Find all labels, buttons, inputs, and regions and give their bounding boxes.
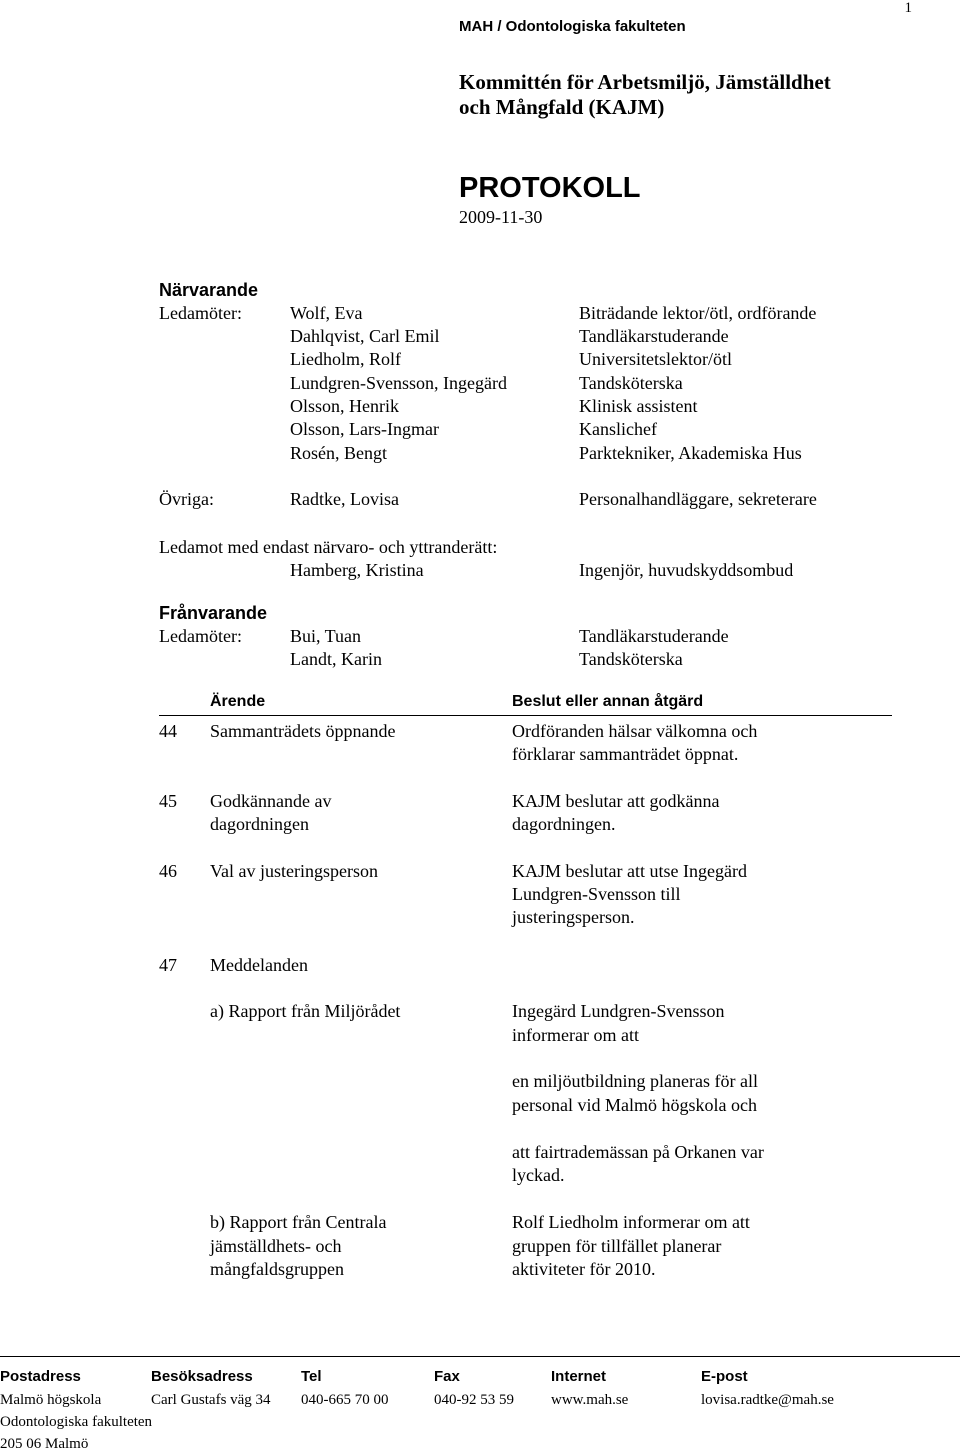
other-role: Personalhandläggare, sekreterare	[579, 489, 817, 509]
committee-title-line2: och Mångfald (KAJM)	[459, 95, 665, 119]
agenda-decision-line: Ordföranden hälsar välkomna och	[512, 721, 758, 741]
others-label: Övriga:	[159, 489, 214, 509]
footer-besoksadress: Carl Gustafs väg 34	[151, 1392, 271, 1408]
agenda-subitem-title: a) Rapport från Miljörådet	[210, 1001, 401, 1021]
agenda-decision-line: gruppen för tillfället planerar	[512, 1236, 722, 1256]
agenda-decision-line: Lundgren-Svensson till	[512, 884, 681, 904]
agenda-item-title: Val av justeringsperson	[210, 861, 378, 881]
agenda-item-title: Godkännande av	[210, 791, 332, 811]
absent-name: Bui, Tuan	[290, 626, 362, 646]
agenda-col-item: Ärende	[210, 693, 266, 710]
agenda-header	[159, 691, 892, 716]
agenda-decision-line: dagordningen.	[512, 814, 616, 834]
members-label: Ledamöter:	[159, 303, 242, 323]
member-name: Olsson, Henrik	[290, 396, 399, 416]
footer-postadress-heading: Postadress	[0, 1368, 81, 1385]
agenda-decision-line: KAJM beslutar att godkänna	[512, 791, 720, 811]
agenda-item-number: 47	[159, 955, 177, 975]
present-heading: Närvarande	[159, 280, 259, 300]
member-name: Lundgren-Svensson, Ingegärd	[290, 373, 507, 393]
member-row	[0, 302, 960, 325]
footer-postadress-line: Malmö högskola	[0, 1392, 102, 1408]
committee-title	[459, 70, 939, 120]
document-date: 2009-11-30	[459, 207, 543, 227]
member-row	[0, 418, 960, 441]
member-role: Kanslichef	[579, 419, 657, 439]
footer-email-link[interactable]: lovisa.radtke@mah.se	[701, 1392, 834, 1408]
agenda-subitem-title: b) Rapport från Centrala	[210, 1212, 387, 1232]
footer-divider	[0, 1356, 960, 1357]
limited-role: Ingenjör, huvudskyddsombud	[579, 560, 794, 580]
footer-tel: 040-665 70 00	[301, 1392, 389, 1408]
member-role: Tandsköterska	[579, 373, 683, 393]
member-row	[0, 442, 960, 465]
member-role: Tandläkarstuderande	[579, 326, 729, 346]
agenda-decision-line: KAJM beslutar att utse Ingegärd	[512, 861, 747, 881]
agenda-item-title: Sammanträdets öppnande	[210, 721, 396, 741]
member-role: Klinisk assistent	[579, 396, 698, 416]
agenda-item-number: 46	[159, 861, 177, 881]
member-role: Parktekniker, Akademiska Hus	[579, 443, 802, 463]
footer-tel-heading: Tel	[301, 1368, 322, 1385]
member-row	[0, 348, 960, 371]
member-row	[0, 325, 960, 348]
limited-label: Ledamot med endast närvaro- och yttranderätt:	[159, 537, 498, 557]
agenda-decision-line: lyckad.	[512, 1165, 565, 1185]
member-row	[0, 395, 960, 418]
agenda-subitem-title: jämställdhets- och	[210, 1236, 342, 1256]
footer-fax-heading: Fax	[434, 1368, 460, 1385]
agenda-decision-line: en miljöutbildning planeras för all	[512, 1071, 758, 1091]
limited-name: Hamberg, Kristina	[290, 560, 424, 580]
footer-besoksadress-heading: Besöksadress	[151, 1368, 253, 1385]
member-role: Biträdande lektor/ötl, ordförande	[579, 303, 817, 323]
absent-name: Landt, Karin	[290, 649, 382, 669]
page-number: 1	[904, 0, 912, 16]
agenda-decision-line: informerar om att	[512, 1025, 639, 1045]
member-name: Olsson, Lars-Ingmar	[290, 419, 439, 439]
other-row	[0, 488, 960, 511]
limited-row	[0, 559, 960, 582]
footer-fax: 040-92 53 59	[434, 1392, 514, 1408]
footer-postadress-line: 205 06 Malmö	[0, 1436, 89, 1452]
footer-postadress-line: Odontologiska fakulteten	[0, 1414, 153, 1430]
absent-role: Tandsköterska	[579, 649, 683, 669]
agenda-item-title: dagordningen	[210, 814, 309, 834]
agenda-subitem-title: mångfaldsgruppen	[210, 1259, 344, 1279]
absent-label: Ledamöter:	[159, 626, 242, 646]
member-name: Liedholm, Rolf	[290, 349, 401, 369]
agenda-col-decision: Beslut eller annan åtgärd	[512, 693, 704, 710]
member-name: Wolf, Eva	[290, 303, 363, 323]
agenda-decision-line: aktiviteter för 2010.	[512, 1259, 656, 1279]
agenda-decision-line: att fairtrademässan på Orkanen var	[512, 1142, 764, 1162]
agenda-item-title: Meddelanden	[210, 955, 308, 975]
agenda-item-number: 45	[159, 791, 177, 811]
footer-website-link[interactable]: www.mah.se	[551, 1392, 629, 1408]
member-role: Universitetslektor/ötl	[579, 349, 732, 369]
agenda-decision-line: personal vid Malmö högskola och	[512, 1095, 757, 1115]
agenda-decision-line: justeringsperson.	[512, 907, 635, 927]
agenda-item-number: 44	[159, 721, 177, 741]
absent-row	[0, 648, 960, 671]
other-name: Radtke, Lovisa	[290, 489, 399, 509]
absent-row	[0, 625, 960, 648]
footer-internet-heading: Internet	[551, 1368, 607, 1385]
agenda-decision-line: förklarar sammanträdet öppnat.	[512, 744, 739, 764]
member-row	[0, 372, 960, 395]
absent-role: Tandläkarstuderande	[579, 626, 729, 646]
committee-title-line1: Kommittén för Arbetsmiljö, Jämställdhet	[459, 70, 831, 94]
absent-heading: Frånvarande	[159, 603, 268, 623]
member-name: Rosén, Bengt	[290, 443, 387, 463]
footer-epost-heading: E-post	[701, 1368, 748, 1385]
faculty-header: MAH / Odontologiska fakulteten	[459, 18, 686, 35]
agenda-decision-line: Rolf Liedholm informerar om att	[512, 1212, 750, 1232]
document-title: PROTOKOLL	[459, 172, 641, 204]
member-name: Dahlqvist, Carl Emil	[290, 326, 440, 346]
agenda-decision-line: Ingegärd Lundgren-Svensson	[512, 1001, 725, 1021]
